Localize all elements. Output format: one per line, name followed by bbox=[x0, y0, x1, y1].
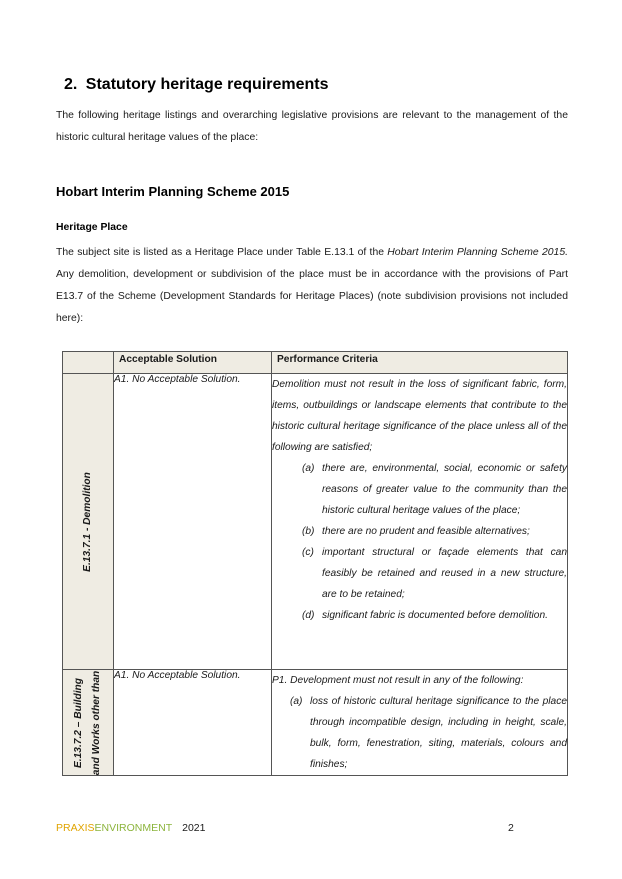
item-label: (a) bbox=[290, 696, 303, 707]
table-header-acceptable: Acceptable Solution bbox=[114, 352, 272, 374]
acceptable-solution-cell: A1. No Acceptable Solution. bbox=[114, 670, 272, 776]
criteria-item bbox=[272, 458, 567, 521]
criteria-item bbox=[272, 691, 567, 775]
heritage-standards-table bbox=[62, 351, 568, 776]
criteria-intro: Demolition must not result in the loss of significant fabric, form, items, outbuildings or landscape elements that contribute to the historic cultural heritage significance of the place unless all of the following are satisfied; bbox=[272, 379, 567, 453]
acceptable-solution-cell: A1. No Acceptable Solution. bbox=[114, 374, 272, 670]
scheme-heading: Hobart Interim Planning Scheme 2015 bbox=[56, 184, 290, 199]
item-label: (a) bbox=[302, 463, 315, 474]
table-header-blank bbox=[63, 352, 114, 374]
performance-criteria-cell bbox=[272, 374, 568, 670]
item-text: loss of historic cultural heritage significance to the place through incompatible design, including in height, scale, bulk, form, fenestration, siting, materials, colours and finishes; bbox=[310, 696, 567, 770]
table-row bbox=[63, 670, 568, 776]
scheme-paragraph-start: The subject site is listed as a Heritage Place under Table E.13.1 of the bbox=[56, 247, 388, 258]
footer-year: 2021 bbox=[182, 822, 206, 834]
brand-part1: PRAXIS bbox=[56, 822, 95, 834]
clause-label bbox=[70, 670, 106, 775]
clause-cell bbox=[63, 374, 114, 670]
section-number: 2. bbox=[64, 76, 78, 93]
item-label: (c) bbox=[302, 547, 314, 558]
page-number: 2 bbox=[508, 822, 514, 834]
item-label: (d) bbox=[302, 610, 315, 621]
item-text: there are, environmental, social, economic or safety reasons of greater value to the community than the historic cultural heritage values of the place; bbox=[322, 463, 567, 516]
item-text: important structural or façade elements that can feasibly be retained and reused in a new structure, are to be retained; bbox=[322, 547, 567, 600]
clause-label-line1: E.13.7.2 – Building bbox=[73, 677, 84, 768]
table-header-row bbox=[63, 352, 568, 374]
item-text: significant fabric is documented before demolition. bbox=[322, 610, 548, 621]
criteria-item bbox=[272, 542, 567, 605]
clause-label: E.13.7.1 - Demolition bbox=[82, 471, 93, 572]
section-heading bbox=[64, 76, 329, 94]
criteria-intro: P1. Development must not result in any of the following: bbox=[272, 675, 524, 686]
section-title: Statutory heritage requirements bbox=[85, 76, 329, 93]
scheme-paragraph-italic: Hobart Interim Planning Scheme 2015. bbox=[387, 247, 568, 258]
scheme-paragraph-end: Any demolition, development or subdivision of the place must be in accordance with the provisions of Part E13.7 of the Scheme (Development Standards for Heritage Places) (note subdivision provisions not included here): bbox=[56, 269, 568, 324]
table-header-criteria: Performance Criteria bbox=[272, 352, 568, 374]
item-text: there are no prudent and feasible alternatives; bbox=[322, 526, 530, 537]
brand-part2: ENVIRONMENT bbox=[94, 822, 173, 834]
footer-brand bbox=[56, 822, 205, 834]
clause-cell bbox=[63, 670, 114, 776]
performance-criteria-cell bbox=[272, 670, 568, 776]
criteria-item bbox=[272, 521, 567, 542]
scheme-paragraph bbox=[56, 242, 568, 330]
clause-label-line2: and Works other than bbox=[91, 670, 102, 775]
heritage-place-subheading: Heritage Place bbox=[56, 222, 128, 233]
criteria-item bbox=[272, 605, 567, 626]
item-label: (b) bbox=[302, 526, 315, 537]
intro-paragraph: The following heritage listings and overarching legislative provisions are relevant to the management of the historic cultural heritage values of the place: bbox=[56, 110, 568, 143]
table-row bbox=[63, 374, 568, 670]
